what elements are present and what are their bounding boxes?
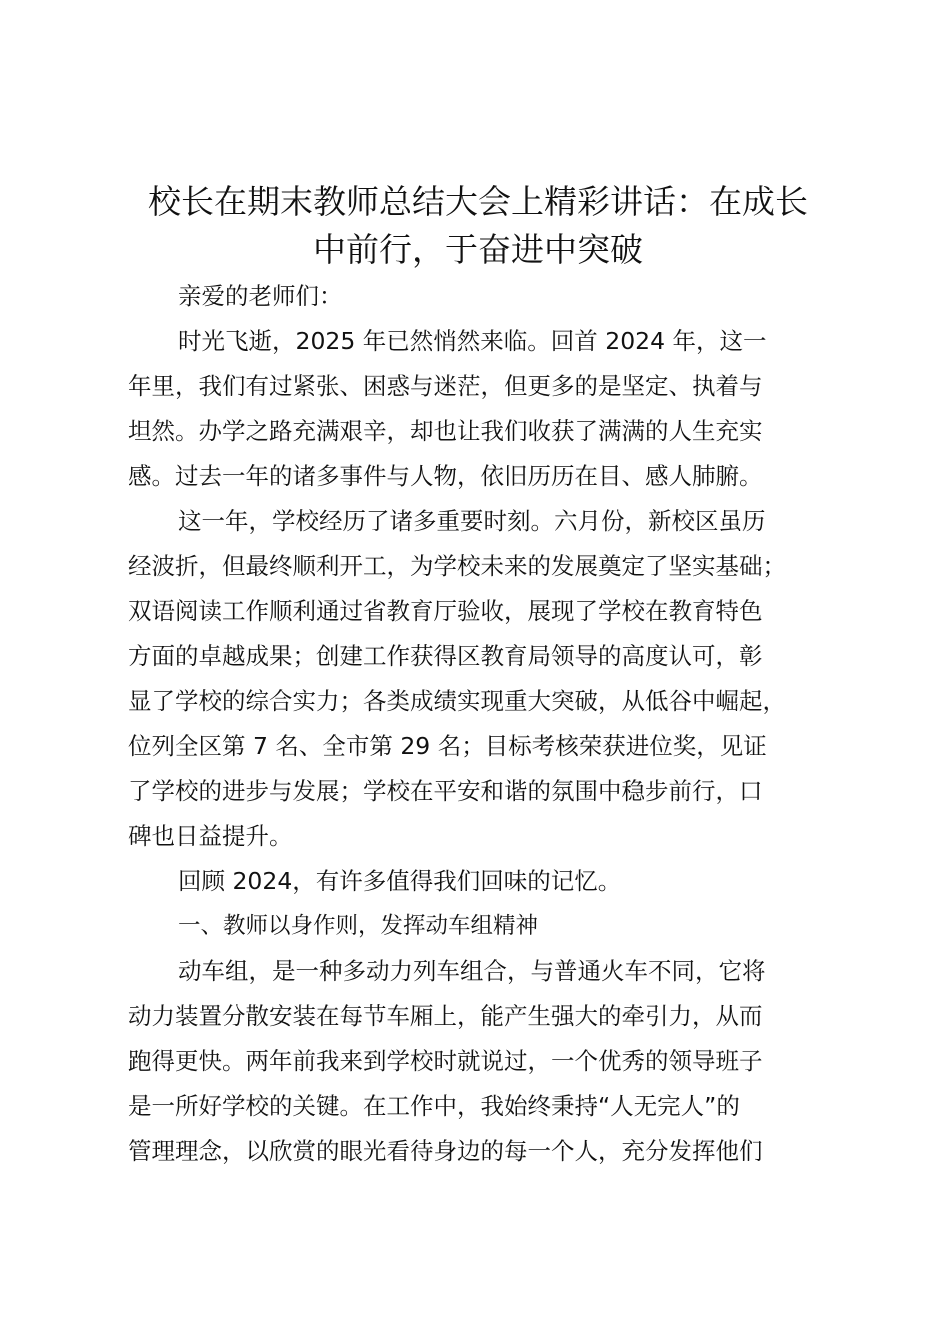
paragraph-line: 年里，我们有过紧张、困惑与迷茫，但更多的是坚定、执着与 <box>128 372 763 400</box>
paragraph-line: 感。过去一年的诸多事件与人物，依旧历历在目、感人肺腑。 <box>128 462 763 490</box>
paragraph-line: 双语阅读工作顺利通过省教育厅验收，展现了学校在教育特色 <box>128 597 763 625</box>
paragraph-line: 了学校的进步与发展；学校在平安和谐的氛围中稳步前行，口 <box>128 777 763 805</box>
paragraph-2 <box>128 499 828 859</box>
paragraph-line: 这一年，学校经历了诸多重要时刻。六月份，新校区虽历 <box>178 507 766 535</box>
title-line: 中前行，于奋进中突破 <box>313 230 643 269</box>
section-heading: 一、教师以身作则，发挥动车组精神 <box>178 913 539 939</box>
paragraph-line: 动力装置分散安装在每节车厢上，能产生强大的牵引力，从而 <box>128 1002 763 1030</box>
paragraph-line: 跑得更快。两年前我来到学校时就说过，一个优秀的领导班子 <box>128 1047 763 1075</box>
paragraph-line: 坦然。办学之路充满艰辛，却也让我们收获了满满的人生充实 <box>128 417 763 445</box>
paragraph-line: 显了学校的综合实力；各类成绩实现重大突破，从低谷中崛起， <box>128 687 786 715</box>
paragraph-1 <box>128 319 828 499</box>
document-title <box>128 178 828 274</box>
paragraph-line: 经波折，但最终顺利开工，为学校未来的发展奠定了坚实基础； <box>128 552 786 580</box>
document-page <box>128 178 828 1174</box>
paragraph-line: 回顾 2024，有许多值得我们回味的记忆。 <box>178 867 622 895</box>
paragraph-line: 位列全区第 7 名、全市第 29 名；目标考核荣获进位奖，见证 <box>128 732 767 760</box>
paragraph-line: 是一所好学校的关键。在工作中，我始终秉持“人无完人”的 <box>128 1092 740 1120</box>
greeting <box>128 274 828 319</box>
section-paragraph <box>128 949 828 1174</box>
paragraph-3 <box>128 859 828 904</box>
paragraph-line: 动车组，是一种多动力列车组合，与普通火车不同，它将 <box>178 957 766 985</box>
paragraph-line: 碑也日益提升。 <box>128 822 293 850</box>
greeting-text: 亲爱的老师们： <box>178 282 343 310</box>
paragraph-line: 管理理念，以欣赏的眼光看待身边的每一个人，充分发挥他们 <box>128 1137 763 1165</box>
title-line: 校长在期末教师总结大会上精彩讲话：在成长 <box>148 182 808 221</box>
paragraph-line: 时光飞逝，2025 年已然悄然来临。回首 2024 年，这一 <box>178 327 767 355</box>
paragraph-line: 方面的卓越成果；创建工作获得区教育局领导的高度认可，彰 <box>128 642 763 670</box>
